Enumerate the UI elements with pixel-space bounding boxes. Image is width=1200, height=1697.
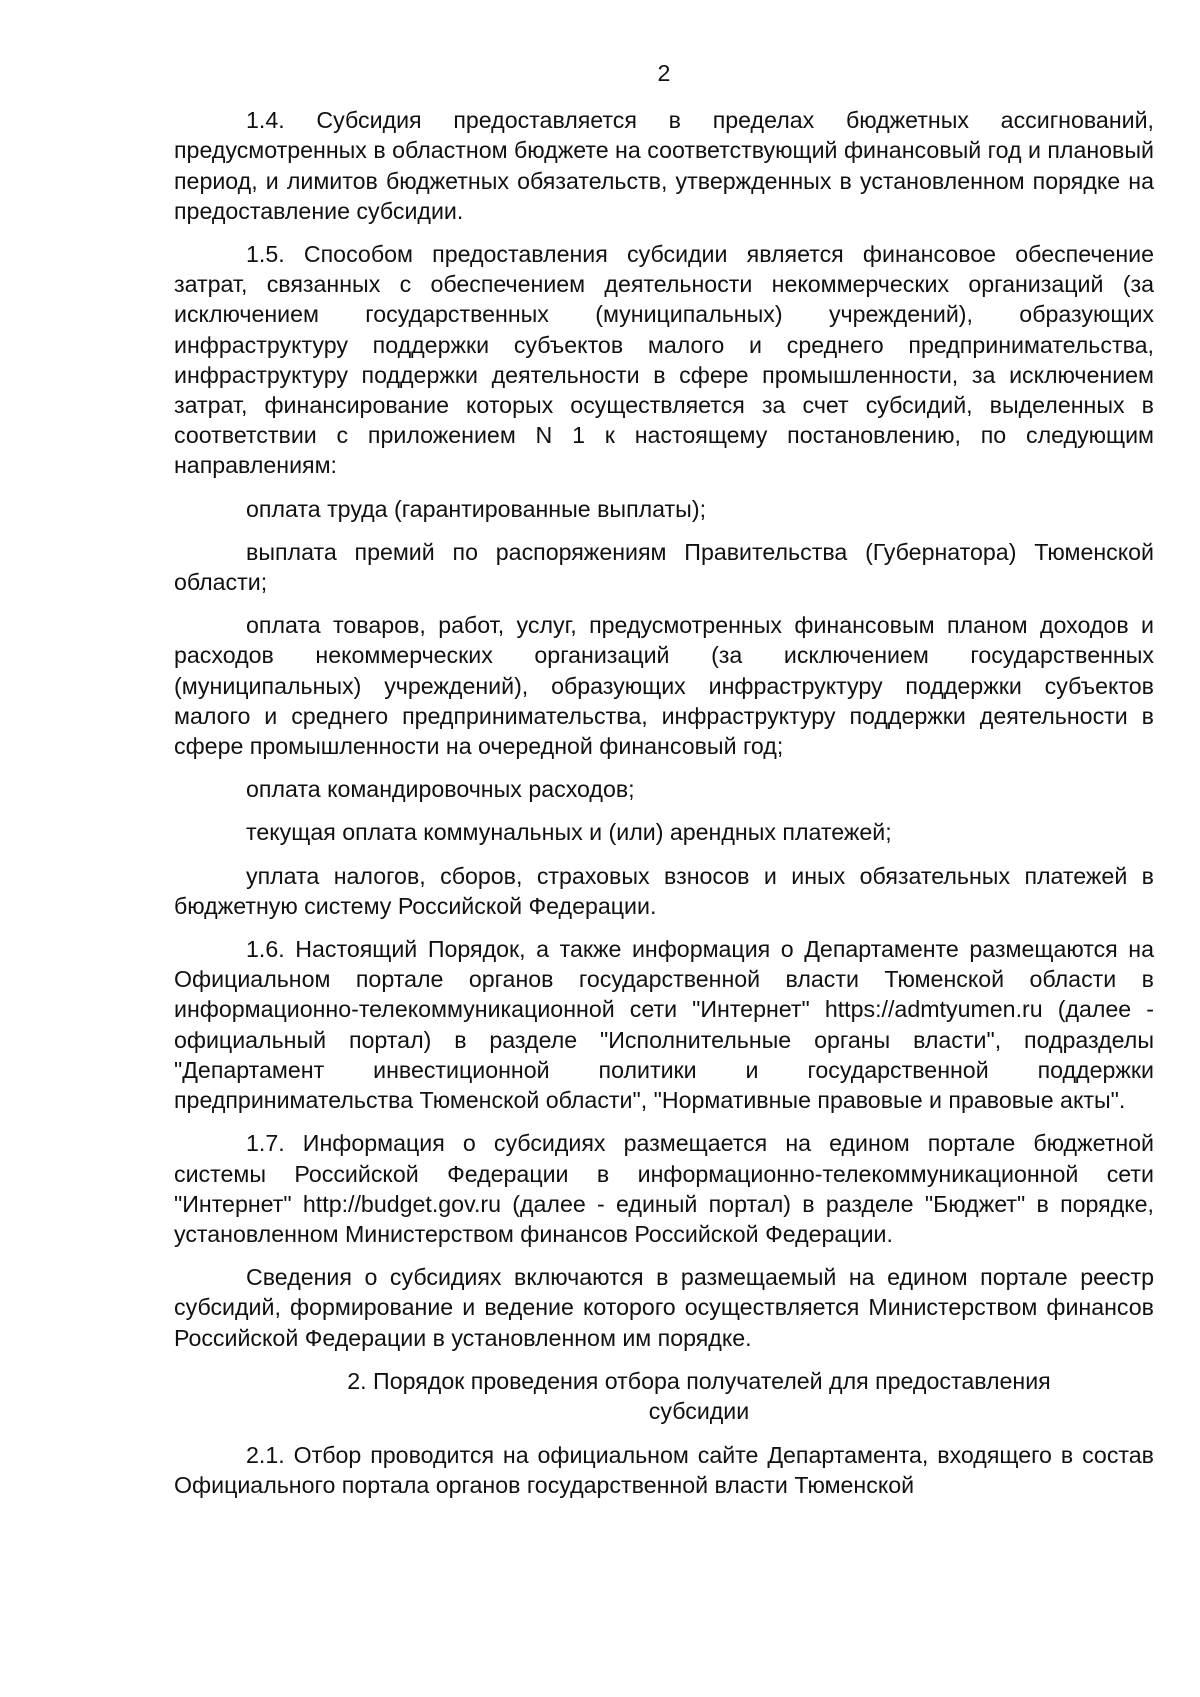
paragraph-2-1: 2.1. Отбор проводится на официальном сайте Департамента, входящего в состав Официального портала органов государственной власти Тюменской [174, 1442, 1154, 1499]
document-page [174, 58, 1154, 1514]
page-number: 2 [657, 60, 671, 86]
paragraph-subsidy-registry: Сведения о субсидиях включаются в размещаемый на едином портале реестр субсидий, формирование и ведение которого осуществляется Министерством финансов Российской Федерации в установленном им порядке. [174, 1264, 1154, 1351]
list-item-bonus-payment: выплата премий по распоряжениям Правительства (Губернатора) Тюменской области; [174, 538, 1154, 596]
paragraph-1-5: 1.5. Способом предоставления субсидии является финансовое обеспечение затрат, связанных с обеспечением деятельности некоммерческих организаций (за исключением государственных (муниципальных) учреждений), образующих инфраструктуру поддержки субъектов малого и среднего предпринимательства, инфраструктуру поддержки деятельности в сфере промышленности, за исключением затрат, финансирование которых осуществляется за счет субсидий, выделенных в соответствии с приложением N 1 к настоящему постановлению, по следующим направлениям: [174, 241, 1154, 479]
list-item-taxes-fees: уплата налогов, сборов, страховых взносов и иных обязательных платежей в бюджетную систему Российской Федерации. [174, 862, 1154, 919]
list-item-travel-expenses: оплата командировочных расходов; [246, 776, 635, 803]
list-item-labor-payment: оплата труда (гарантированные выплаты); [246, 495, 707, 522]
list-item-goods-services-payment: оплата товаров, работ, услуг, предусмотренных финансовым планом доходов и расходов некоммерческих организаций (за исключением государственных (муниципальных) учреждений), образующих инфраструктуру поддержки субъектов малого и среднего предпринимательства, инфраструктуру поддержки деятельности в сфере промышленности на очередной финансовый год; [174, 612, 1154, 760]
section-heading: 2. Порядок проведения отбора получателей для предоставления субсидии [347, 1367, 1051, 1424]
list-item-utilities-rent: текущая оплата коммунальных и (или) арендных платежей; [246, 819, 892, 846]
paragraph-1-4: 1.4. Субсидия предоставляется в пределах бюджетных ассигнований, предусмотренных в областном бюджете на соответствующий финансовый год и плановый период, и лимитов бюджетных обязательств, утвержденных в установленном порядке на предоставление субсидии. [174, 107, 1154, 224]
paragraph-1-6: 1.6. Настоящий Порядок, а также информация о Департаменте размещаются на Официальном портале органов государственной власти Тюменской области в информационно-телекоммуникационной сети "Интернет" https://admtyumen.ru (далее - официальный портал) в разделе "Исполнительные органы власти", подразделы "Департамент инвестиционной политики и государственной поддержки предпринимательства Тюменской области", "Нормативные правовые и правовые акты". [174, 936, 1154, 1114]
paragraph-1-7: 1.7. Информация о субсидиях размещается на едином портале бюджетной системы Российской Федерации в информационно-телекоммуникационной сети "Интернет" http://budget.gov.ru (далее - единый портал) в разделе "Бюджет" в порядке, установленном Министерством финансов Российской Федерации. [174, 1130, 1154, 1247]
